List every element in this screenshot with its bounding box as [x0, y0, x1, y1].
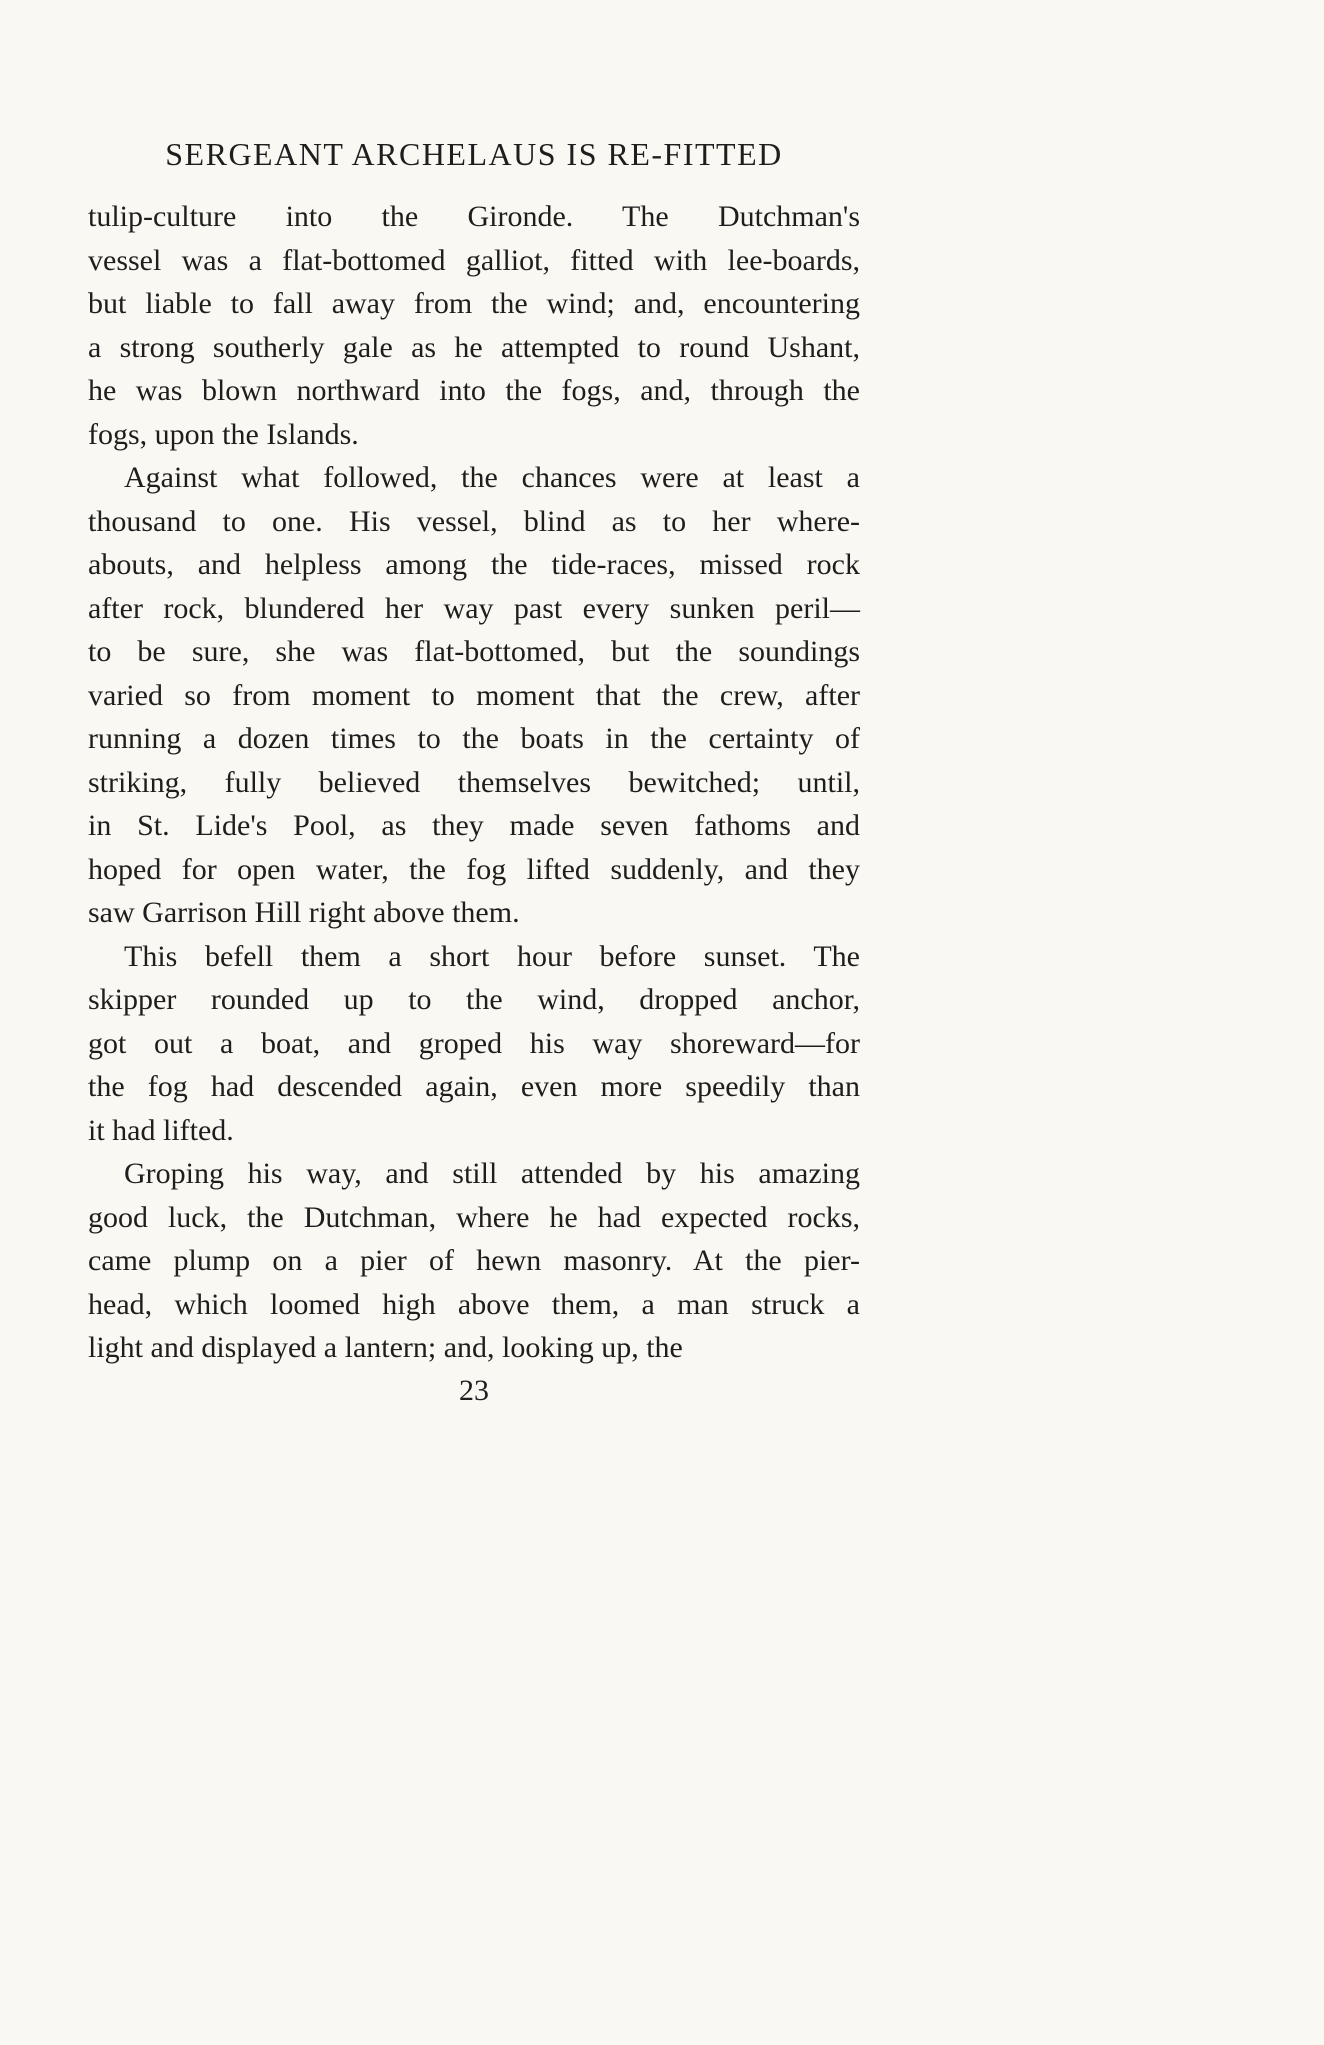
text-line: in St. Lide's Pool, as they made seven fathoms and	[88, 809, 860, 842]
text-line: hoped for open water, the fog lifted suddenly, and they	[88, 852, 860, 886]
text-line: vessel was a flat-bottomed galliot, fitted with lee-boards,	[88, 243, 860, 277]
page-number: 23	[459, 1373, 489, 1407]
text-line: abouts, and helpless among the tide-races, missed rock	[88, 548, 860, 581]
text-line: good luck, the Dutchman, where he had expected rocks,	[88, 1200, 860, 1234]
text-line: thousand to one. His vessel, blind as to her where-	[88, 504, 860, 538]
text-line: to be sure, she was flat-bottomed, but the soundings	[88, 635, 860, 668]
text-line: a strong southerly gale as he attempted to round Ushant,	[88, 330, 860, 364]
text-line: skipper rounded up to the wind, dropped anchor,	[88, 983, 860, 1016]
text-block	[88, 136, 860, 1408]
paragraph	[88, 195, 860, 456]
text-line: got out a boat, and groped his way shoreward—for	[88, 1026, 860, 1060]
text-line: after rock, blundered her way past every sunken peril—	[88, 591, 860, 625]
page-body	[88, 195, 860, 1370]
text-line: but liable to fall away from the wind; and, encountering	[88, 287, 860, 320]
text-line: running a dozen times to the boats in the certainty of	[88, 722, 860, 755]
page-header: SERGEANT ARCHELAUS IS RE-FITTED	[165, 136, 783, 172]
text-line: fogs, upon the Islands.	[88, 417, 359, 451]
text-line: tulip-culture into the Gironde. The Dutchman's	[88, 200, 860, 233]
text-line: This befell them a short hour before sunset. The	[124, 939, 860, 973]
text-line: Groping his way, and still attended by his amazing	[124, 1157, 860, 1190]
text-line: saw Garrison Hill right above them.	[88, 896, 520, 929]
text-line: head, which loomed high above them, a man struck a	[88, 1287, 860, 1321]
paragraph	[88, 1152, 860, 1370]
text-line: varied so from moment to moment that the crew, after	[88, 678, 860, 712]
text-line: he was blown northward into the fogs, and, through the	[88, 374, 860, 407]
text-line: the fog had descended again, even more speedily than	[88, 1070, 860, 1103]
text-line: Against what followed, the chances were at least a	[124, 461, 860, 494]
text-line: came plump on a pier of hewn masonry. At the pier-	[88, 1244, 860, 1277]
paragraph	[88, 935, 860, 1153]
paragraph	[88, 456, 860, 935]
text-line: it had lifted.	[88, 1113, 234, 1147]
text-line: light and displayed a lantern; and, looking up, the	[88, 1331, 683, 1364]
text-line: striking, fully believed themselves bewitched; until,	[88, 765, 860, 799]
